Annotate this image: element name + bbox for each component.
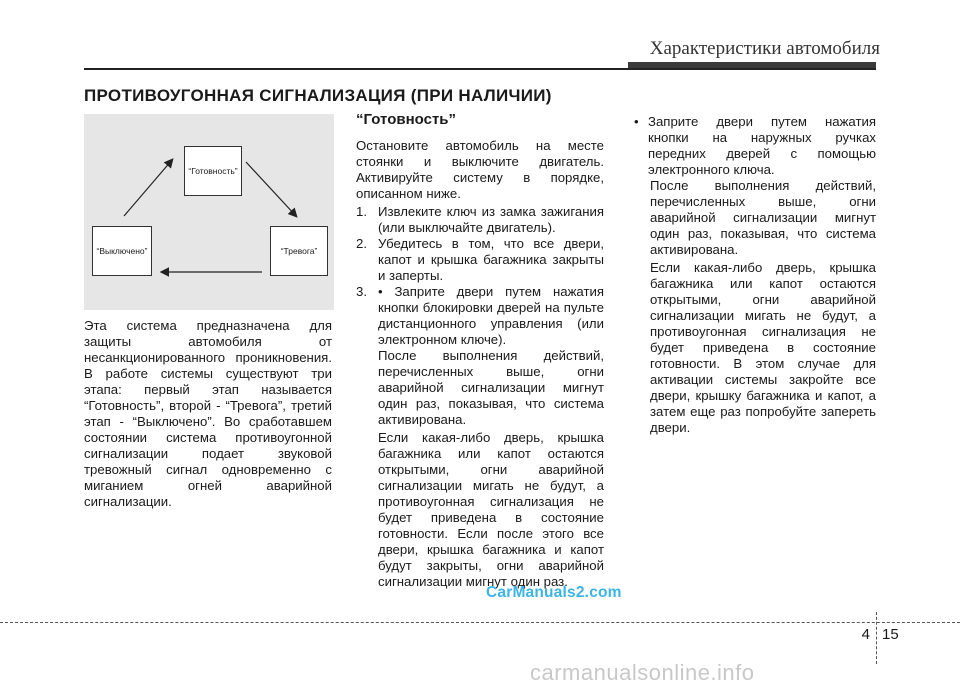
intro-paragraph: Эта система предназначена для защиты автомобиля от несанкционированного проникновения. В работе системы существуют три этапа: первый этап называется “Готовность”, второй - “Тревога”, третий этап - “Выключено”. Во сработавшем состоянии система противоугонной сигнализации подает звуковой тревожный сигнал одновременно с миганием огней аварийной сигнализации. (84, 318, 332, 509)
step-3-paragraph-3: Если какая-либо дверь, крышка багажника или капот остаются открытыми, огни аварийной сигнализации мигать не будут, а противоугонная сигнализация не будет приведена в состояние готовности. Если после этого все двери, крышка багажника и капот будут закрыты, огни аварийной сигнализации мигнут один раз. (378, 430, 604, 589)
arrow-ready-to-alarm (246, 162, 296, 216)
column-2 (356, 111, 604, 592)
step-3-number: 3. (356, 284, 367, 299)
bullet-item (628, 114, 876, 178)
step-1-number: 1. (356, 204, 367, 219)
alarm-state-diagram (84, 114, 334, 310)
chapter-number: 4 (861, 626, 870, 643)
col3-paragraph-2: После выполнения действий, перечисленных выше, огни аварийной сигнализации мигнут один раз, показывая, что система активирована. (650, 178, 876, 257)
page-number: 15 (882, 626, 899, 643)
step-2-text: Убедитесь в том, что все двери, капот и крышка багажника закрыты и заперты. (378, 236, 604, 283)
step-3-paragraph-2: После выполнения действий, перечисленных выше, огни аварийной сигнализации мигнут один раз, показывая, что система активирована. (378, 348, 604, 427)
diagram-arrows (84, 114, 334, 310)
column-3 (628, 114, 876, 438)
section-title: ПРОТИВОУГОННАЯ СИГНАЛИЗАЦИЯ (ПРИ НАЛИЧИИ) (84, 86, 552, 105)
step-3-text: • Заприте двери путем нажатия кнопки блокировки дверей на пульте дистанционного управления (или электронном ключе). (378, 284, 604, 347)
state-ready-label: “Готовность” (188, 166, 238, 176)
step-1-text: Извлеките ключ из замка зажигания (или выключайте двигатель). (378, 204, 604, 235)
col3-paragraph-3: Если какая-либо дверь, крышка багажника или капот остаются открытыми, огни аварийной сигнализации мигать не будут, а противоугонная сигнализация не будет приведена в состояние готовности. В этом случае для активации системы закройте все двери, крышку багажника и капот, а затем еще раз попробуйте запереть двери. (650, 260, 876, 435)
state-alarm-box (270, 226, 328, 276)
arrow-off-to-ready (124, 160, 172, 216)
step-2 (356, 236, 604, 284)
footer-separator (876, 612, 877, 664)
bottom-watermark: carmanualsonline.info (530, 660, 755, 685)
step-2-number: 2. (356, 236, 367, 251)
state-off-box (92, 226, 152, 276)
ready-heading: “Готовность” (356, 111, 457, 128)
header-rule (84, 68, 876, 70)
bullet-text: Заприте двери путем нажатия кнопки на наружных ручках передних дверей с помощью электронного ключа. (648, 114, 876, 177)
carmanuals-watermark: CarManuals2.com (486, 584, 622, 601)
state-ready-box (184, 146, 242, 196)
running-header: Характеристики автомобиля (649, 38, 880, 59)
state-off-label: “Выключено” (96, 246, 148, 256)
column-1 (84, 318, 332, 512)
state-alarm-label: “Тревога” (280, 246, 318, 256)
bullet-marker: • (634, 114, 639, 129)
step-1 (356, 204, 604, 236)
ready-lead: Остановите автомобиль на месте стоянки и выключите двигатель. Активируйте систему в порядке, описанном ниже. (356, 138, 604, 201)
footer-rule (0, 622, 960, 623)
step-3 (356, 284, 604, 348)
